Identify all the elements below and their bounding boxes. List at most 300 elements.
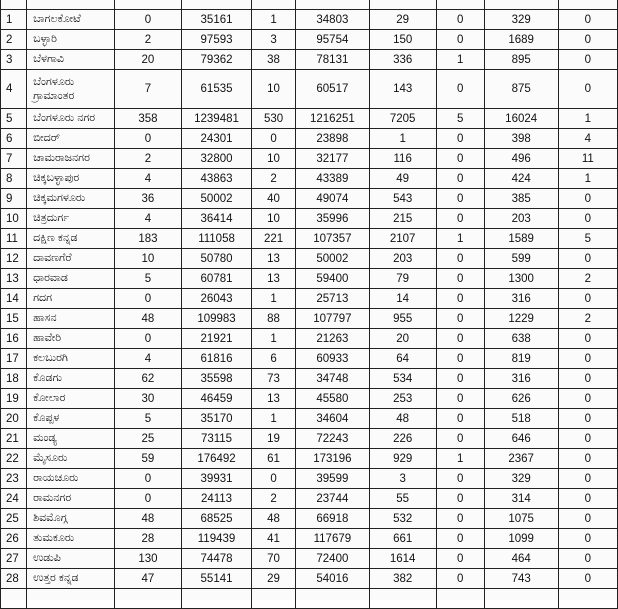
value-cell-c3: 73 [252,369,296,389]
value-cell-c5: 1614 [369,549,436,569]
value-cell-c1: 25 [114,429,181,449]
value-cell-c8: 0 [558,429,617,449]
value-cell-c5: 29 [369,10,436,30]
serial-number-cell: 19 [1,389,27,409]
value-cell-c5: 336 [369,50,436,70]
value-cell-c8: 0 [558,449,617,469]
value-cell-c2: 24301 [182,129,252,149]
cutoff-cell [296,589,370,609]
serial-number-cell: 23 [1,469,27,489]
serial-number-cell: 21 [1,429,27,449]
value-cell-c5: 661 [369,529,436,549]
serial-number-cell: 4 [1,70,27,109]
value-cell-c1: 4 [114,209,181,229]
value-cell-c3: 13 [252,389,296,409]
serial-number-cell: 14 [1,289,27,309]
district-name-cell: ಬೆಂಗಳೂರು ಗ್ರಾಮಾಂತರ [27,70,115,109]
serial-number-cell: 11 [1,229,27,249]
value-cell-c3: 88 [252,309,296,329]
value-cell-c1: 59 [114,449,181,469]
district-name-cell: ರಾಮನಗರ [27,489,115,509]
value-cell-c6: 0 [436,209,484,229]
value-cell-c7: 626 [484,389,558,409]
value-cell-c7: 385 [484,189,558,209]
value-cell-c7: 203 [484,209,558,229]
serial-number-cell: 2 [1,30,27,50]
value-cell-c1: 0 [114,469,181,489]
serial-number-cell: 13 [1,269,27,289]
value-cell-c3: 1 [252,289,296,309]
value-cell-c3: 2 [252,169,296,189]
value-cell-c1: 10 [114,249,181,269]
value-cell-c2: 79362 [182,50,252,70]
value-cell-c5: 79 [369,269,436,289]
value-cell-c4: 107797 [296,309,370,329]
value-cell-c7: 819 [484,349,558,369]
value-cell-c7: 1229 [484,309,558,329]
value-cell-c1: 28 [114,529,181,549]
value-cell-c6: 0 [436,129,484,149]
value-cell-c6: 0 [436,569,484,589]
value-cell-c5: 55 [369,489,436,509]
value-cell-c3: 19 [252,429,296,449]
table-row [1,209,618,229]
serial-number-cell: 12 [1,249,27,269]
value-cell-c1: 0 [114,329,181,349]
value-cell-c7: 464 [484,549,558,569]
value-cell-c7: 329 [484,469,558,489]
header-cell [252,0,296,10]
value-cell-c7: 599 [484,249,558,269]
value-cell-c4: 95754 [296,30,370,50]
value-cell-c5: 49 [369,169,436,189]
value-cell-c7: 1300 [484,269,558,289]
value-cell-c8: 0 [558,329,617,349]
table-row [1,529,618,549]
table-row [1,489,618,509]
table-row [1,249,618,269]
value-cell-c7: 1589 [484,229,558,249]
table-row [1,549,618,569]
value-cell-c4: 25713 [296,289,370,309]
value-cell-c4: 39599 [296,469,370,489]
value-cell-c8: 0 [558,209,617,229]
cutoff-cell [252,589,296,609]
district-name-cell: ಬೆಳಗಾವಿ [27,50,115,70]
value-cell-c7: 1689 [484,30,558,50]
value-cell-c2: 36414 [182,209,252,229]
value-cell-c4: 43389 [296,169,370,189]
value-cell-c7: 398 [484,129,558,149]
value-cell-c5: 253 [369,389,436,409]
table-row [1,129,618,149]
value-cell-c3: 221 [252,229,296,249]
table-row [1,469,618,489]
value-cell-c6: 0 [436,70,484,109]
value-cell-c6: 0 [436,409,484,429]
table-body [1,0,618,609]
serial-number-cell: 6 [1,129,27,149]
district-name-cell: ಹಾಸನ [27,309,115,329]
value-cell-c8: 1 [558,109,617,129]
value-cell-c8: 0 [558,489,617,509]
value-cell-c4: 107357 [296,229,370,249]
header-row-partial [1,0,618,10]
header-cell [484,0,558,10]
value-cell-c1: 2 [114,149,181,169]
value-cell-c8: 0 [558,289,617,309]
value-cell-c8: 0 [558,549,617,569]
value-cell-c6: 0 [436,289,484,309]
value-cell-c4: 60933 [296,349,370,369]
value-cell-c4: 21263 [296,329,370,349]
value-cell-c7: 1099 [484,529,558,549]
value-cell-c5: 1 [369,129,436,149]
district-name-cell: ಕೋಲಾರ [27,389,115,409]
district-name-cell: ಧಾರವಾಡ [27,269,115,289]
value-cell-c2: 35170 [182,409,252,429]
serial-number-cell: 16 [1,329,27,349]
table-row [1,429,618,449]
value-cell-c3: 13 [252,269,296,289]
value-cell-c1: 5 [114,409,181,429]
value-cell-c6: 0 [436,489,484,509]
table-row [1,169,618,189]
cutoff-cell [182,589,252,609]
district-name-cell: ಬಾಗಲಕೋಟೆ [27,10,115,30]
district-name-cell: ಬಳ್ಳಾರಿ [27,30,115,50]
value-cell-c7: 743 [484,569,558,589]
value-cell-c2: 50780 [182,249,252,269]
value-cell-c4: 34604 [296,409,370,429]
serial-number-cell: 5 [1,109,27,129]
value-cell-c2: 21921 [182,329,252,349]
cutoff-cell [369,589,436,609]
table-row [1,509,618,529]
district-name-cell: ಶಿವಮೊಗ್ಗ [27,509,115,529]
district-name-cell: ಚಾಮರಾಜನಗರ [27,149,115,169]
value-cell-c5: 382 [369,569,436,589]
value-cell-c7: 16024 [484,109,558,129]
value-cell-c2: 119439 [182,529,252,549]
value-cell-c8: 0 [558,409,617,429]
value-cell-c2: 35598 [182,369,252,389]
value-cell-c8: 0 [558,50,617,70]
table-row [1,269,618,289]
header-cell [558,0,617,10]
value-cell-c8: 0 [558,30,617,50]
value-cell-c1: 62 [114,369,181,389]
value-cell-c3: 41 [252,529,296,549]
table-row [1,149,618,169]
value-cell-c6: 5 [436,109,484,129]
value-cell-c2: 61816 [182,349,252,369]
value-cell-c1: 130 [114,549,181,569]
value-cell-c7: 1075 [484,509,558,529]
value-cell-c6: 0 [436,269,484,289]
value-cell-c1: 30 [114,389,181,409]
value-cell-c8: 11 [558,149,617,169]
value-cell-c7: 316 [484,289,558,309]
value-cell-c2: 24113 [182,489,252,509]
value-cell-c8: 5 [558,229,617,249]
serial-number-cell: 17 [1,349,27,369]
value-cell-c1: 0 [114,10,181,30]
value-cell-c6: 1 [436,449,484,469]
value-cell-c1: 5 [114,269,181,289]
serial-number-cell: 27 [1,549,27,569]
value-cell-c8: 0 [558,70,617,109]
value-cell-c7: 638 [484,329,558,349]
district-name-cell: ಬೀದರ್ [27,129,115,149]
value-cell-c3: 6 [252,349,296,369]
value-cell-c3: 40 [252,189,296,209]
value-cell-c3: 10 [252,149,296,169]
value-cell-c1: 48 [114,309,181,329]
value-cell-c3: 13 [252,249,296,269]
value-cell-c6: 0 [436,469,484,489]
table-row [1,70,618,109]
value-cell-c6: 0 [436,369,484,389]
value-cell-c5: 226 [369,429,436,449]
table-row [1,409,618,429]
value-cell-c7: 314 [484,489,558,509]
serial-number-cell: 15 [1,309,27,329]
value-cell-c1: 4 [114,349,181,369]
value-cell-c7: 316 [484,369,558,389]
value-cell-c2: 55141 [182,569,252,589]
value-cell-c7: 496 [484,149,558,169]
value-cell-c6: 0 [436,349,484,369]
value-cell-c1: 4 [114,169,181,189]
value-cell-c4: 72243 [296,429,370,449]
serial-number-cell: 7 [1,149,27,169]
table-row [1,389,618,409]
value-cell-c7: 875 [484,70,558,109]
value-cell-c8: 0 [558,249,617,269]
value-cell-c2: 68525 [182,509,252,529]
district-name-cell: ಮಂಡ್ಯ [27,429,115,449]
value-cell-c3: 0 [252,129,296,149]
value-cell-c6: 1 [436,50,484,70]
value-cell-c8: 2 [558,269,617,289]
value-cell-c4: 72400 [296,549,370,569]
serial-number-cell: 18 [1,369,27,389]
value-cell-c8: 0 [558,189,617,209]
value-cell-c7: 329 [484,10,558,30]
value-cell-c6: 0 [436,549,484,569]
value-cell-c4: 1216251 [296,109,370,129]
value-cell-c6: 0 [436,149,484,169]
value-cell-c3: 1 [252,329,296,349]
value-cell-c4: 173196 [296,449,370,469]
table-row [1,10,618,30]
value-cell-c1: 48 [114,509,181,529]
value-cell-c3: 48 [252,509,296,529]
value-cell-c4: 59400 [296,269,370,289]
value-cell-c5: 20 [369,329,436,349]
value-cell-c8: 2 [558,309,617,329]
table-row [1,229,618,249]
value-cell-c5: 203 [369,249,436,269]
cutoff-cell [27,589,115,609]
value-cell-c2: 60781 [182,269,252,289]
value-cell-c2: 32800 [182,149,252,169]
value-cell-c2: 43863 [182,169,252,189]
cutoff-cell [114,589,181,609]
value-cell-c5: 2107 [369,229,436,249]
value-cell-c5: 150 [369,30,436,50]
value-cell-c6: 0 [436,429,484,449]
table-row [1,309,618,329]
serial-number-cell: 25 [1,509,27,529]
value-cell-c5: 14 [369,289,436,309]
table-row [1,189,618,209]
value-cell-c2: 46459 [182,389,252,409]
value-cell-c8: 0 [558,529,617,549]
district-name-cell: ಕೊಡಗು [27,369,115,389]
value-cell-c8: 0 [558,509,617,529]
value-cell-c5: 116 [369,149,436,169]
value-cell-c5: 48 [369,409,436,429]
value-cell-c5: 534 [369,369,436,389]
value-cell-c4: 50002 [296,249,370,269]
value-cell-c4: 34803 [296,10,370,30]
cutoff-cell [436,589,484,609]
value-cell-c3: 10 [252,70,296,109]
value-cell-c2: 74478 [182,549,252,569]
district-name-cell: ದಾವಣಗೆರೆ [27,249,115,269]
value-cell-c7: 424 [484,169,558,189]
value-cell-c4: 54016 [296,569,370,589]
value-cell-c3: 2 [252,489,296,509]
value-cell-c5: 7205 [369,109,436,129]
value-cell-c8: 0 [558,10,617,30]
value-cell-c4: 66918 [296,509,370,529]
serial-number-cell: 26 [1,529,27,549]
serial-number-cell: 22 [1,449,27,469]
table-row [1,569,618,589]
serial-number-cell: 9 [1,189,27,209]
value-cell-c2: 35161 [182,10,252,30]
value-cell-c4: 35996 [296,209,370,229]
value-cell-c8: 4 [558,129,617,149]
district-name-cell: ಉಡುಪಿ [27,549,115,569]
header-cell [296,0,370,10]
district-name-cell: ಚಿತ್ರದುರ್ಗ [27,209,115,229]
value-cell-c6: 0 [436,30,484,50]
value-cell-c1: 0 [114,129,181,149]
table-row [1,349,618,369]
serial-number-cell: 24 [1,489,27,509]
value-cell-c1: 358 [114,109,181,129]
value-cell-c6: 0 [436,189,484,209]
value-cell-c6: 1 [436,229,484,249]
value-cell-c7: 518 [484,409,558,429]
district-name-cell: ಚಿಕ್ಕಬಳ್ಳಾಪುರ [27,169,115,189]
header-cell [436,0,484,10]
value-cell-c2: 50002 [182,189,252,209]
district-name-cell: ಮೈಸೂರು [27,449,115,469]
value-cell-c5: 543 [369,189,436,209]
value-cell-c3: 530 [252,109,296,129]
value-cell-c5: 3 [369,469,436,489]
serial-number-cell: 28 [1,569,27,589]
value-cell-c1: 2 [114,30,181,50]
value-cell-c8: 0 [558,569,617,589]
value-cell-c5: 532 [369,509,436,529]
value-cell-c4: 32177 [296,149,370,169]
value-cell-c2: 111058 [182,229,252,249]
value-cell-c4: 117679 [296,529,370,549]
value-cell-c6: 0 [436,249,484,269]
value-cell-c6: 0 [436,529,484,549]
table-row [1,329,618,349]
table-row [1,289,618,309]
value-cell-c1: 7 [114,70,181,109]
value-cell-c8: 0 [558,469,617,489]
value-cell-c6: 0 [436,509,484,529]
value-cell-c8: 0 [558,389,617,409]
header-cell [114,0,181,10]
cutoff-cell [558,589,617,609]
value-cell-c4: 78131 [296,50,370,70]
value-cell-c5: 955 [369,309,436,329]
value-cell-c3: 29 [252,569,296,589]
table-row [1,109,618,129]
district-name-cell: ಕೊಪ್ಪಳ [27,409,115,429]
district-name-cell: ಬೆಂಗಳೂರು ನಗರ [27,109,115,129]
value-cell-c8: 1 [558,169,617,189]
value-cell-c4: 49074 [296,189,370,209]
value-cell-c8: 0 [558,349,617,369]
value-cell-c1: 36 [114,189,181,209]
district-name-cell: ಉತ್ತರ ಕನ್ನಡ [27,569,115,589]
cutoff-cell [484,589,558,609]
value-cell-c2: 26043 [182,289,252,309]
value-cell-c3: 0 [252,469,296,489]
value-cell-c7: 2367 [484,449,558,469]
district-name-cell: ತುಮಕೂರು [27,529,115,549]
district-name-cell: ಗದಗ [27,289,115,309]
value-cell-c4: 60517 [296,70,370,109]
value-cell-c5: 64 [369,349,436,369]
value-cell-c4: 34748 [296,369,370,389]
value-cell-c6: 0 [436,169,484,189]
value-cell-c2: 39931 [182,469,252,489]
value-cell-c1: 47 [114,569,181,589]
serial-number-cell: 10 [1,209,27,229]
table-row [1,449,618,469]
district-name-cell: ಕಲಬುರಗಿ [27,349,115,369]
table-row [1,369,618,389]
district-name-cell: ದಕ್ಷಿಣ ಕನ್ನಡ [27,229,115,249]
value-cell-c3: 1 [252,409,296,429]
value-cell-c2: 73115 [182,429,252,449]
serial-number-cell: 3 [1,50,27,70]
serial-number-cell: 20 [1,409,27,429]
value-cell-c5: 929 [369,449,436,469]
value-cell-c2: 1239481 [182,109,252,129]
value-cell-c6: 0 [436,10,484,30]
serial-number-cell: 8 [1,169,27,189]
district-name-cell: ರಾಯಚೂರು [27,469,115,489]
cutoff-cell [1,589,27,609]
header-cell [27,0,115,10]
value-cell-c4: 23744 [296,489,370,509]
value-cell-c3: 1 [252,10,296,30]
serial-number-cell: 1 [1,10,27,30]
